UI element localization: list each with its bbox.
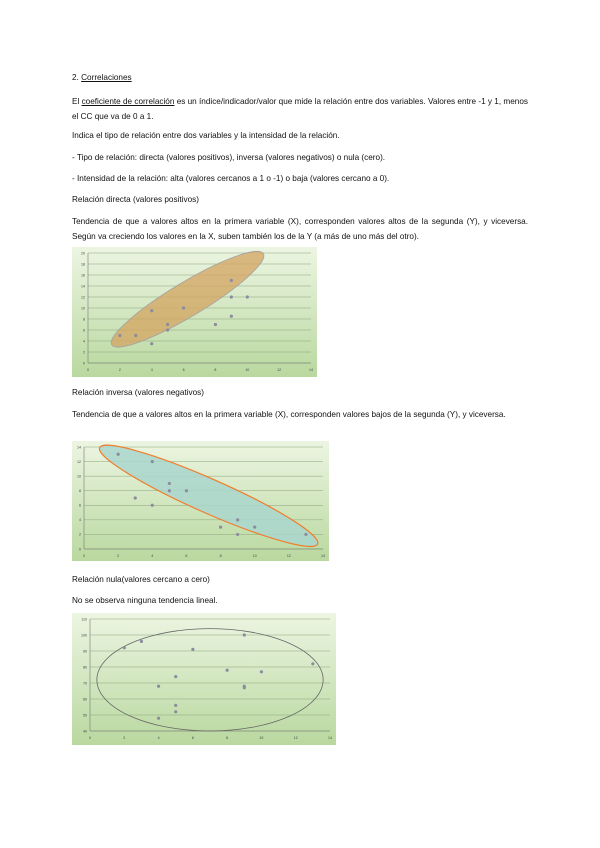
direct-chart (72, 247, 317, 377)
data-point (219, 526, 222, 529)
data-point (311, 662, 314, 665)
y-tick-label: 40 (83, 729, 87, 734)
intro-prefix: El (72, 97, 82, 106)
y-tick-label: 0 (83, 361, 85, 366)
data-point (140, 640, 143, 643)
bullet-type: - Tipo de relación: directa (valores positivos), inversa (valores negativos) o nula (cero). (72, 153, 386, 162)
data-point (150, 309, 153, 312)
data-point (174, 704, 177, 707)
data-point (230, 279, 233, 282)
section-number: 2. (72, 73, 79, 82)
null-chart (72, 613, 336, 745)
x-tick-label: 6 (182, 368, 185, 372)
x-tick-label: 10 (252, 554, 257, 558)
data-point (134, 334, 137, 337)
data-point (134, 496, 137, 499)
data-point (230, 295, 233, 298)
y-tick-label: 2 (79, 532, 81, 537)
data-point (260, 670, 263, 673)
x-tick-label: 10 (245, 368, 250, 372)
data-point (191, 648, 194, 651)
data-point (168, 489, 171, 492)
x-tick-label: 2 (123, 736, 126, 740)
x-tick-label: 0 (83, 554, 85, 558)
data-point (157, 717, 160, 720)
direct-body: Tendencia de que a valores altos en la primera variable (X), corresponden valores altos de la segunda (Y), y viceversa. Según va creciendo los valores en la X, suben también los de la Y (a más de uno más del otro). (72, 217, 528, 241)
x-tick-label: 8 (214, 368, 217, 372)
x-tick-label: 14 (321, 554, 325, 558)
y-tick-label: 18 (81, 262, 85, 267)
data-point (226, 669, 229, 672)
data-point (151, 504, 154, 507)
intro-term: coeficiente de correlación (81, 97, 175, 106)
x-tick-label: 4 (157, 736, 160, 740)
data-point (214, 323, 217, 326)
data-point (230, 315, 233, 318)
y-tick-label: 90 (83, 649, 87, 654)
data-point (166, 323, 169, 326)
indicates-paragraph: Indica el tipo de relación entre dos variables y la intensidad de la relación. (72, 131, 340, 140)
section-title: Correlaciones (81, 73, 132, 82)
y-tick-label: 10 (81, 306, 85, 311)
data-point (118, 334, 121, 337)
data-point (236, 518, 239, 521)
x-tick-label: 6 (191, 736, 194, 740)
data-point (151, 460, 154, 463)
y-tick-label: 8 (83, 317, 85, 322)
x-tick-label: 0 (89, 736, 91, 740)
y-tick-label: 80 (83, 665, 87, 670)
x-tick-label: 8 (226, 736, 229, 740)
intro-paragraph (72, 94, 528, 124)
null-body: No se observa ninguna tendencia lineal. (72, 596, 218, 605)
x-tick-label: 12 (286, 554, 291, 558)
x-tick-label: 12 (277, 368, 282, 372)
x-tick-label: 4 (150, 368, 153, 372)
x-tick-label: 10 (259, 736, 264, 740)
y-tick-label: 8 (79, 489, 81, 494)
y-tick-label: 60 (83, 697, 87, 702)
y-tick-label: 16 (81, 273, 85, 278)
data-point (243, 686, 246, 689)
y-tick-label: 4 (83, 339, 85, 344)
y-tick-label: 12 (81, 295, 85, 300)
x-tick-label: 8 (219, 554, 222, 558)
x-tick-label: 2 (118, 368, 121, 372)
data-point (304, 533, 307, 536)
y-tick-label: 14 (81, 284, 85, 289)
data-point (166, 328, 169, 331)
data-point (236, 533, 239, 536)
y-tick-label: 20 (81, 251, 85, 256)
x-tick-label: 14 (309, 368, 313, 372)
y-tick-label: 10 (77, 474, 81, 479)
inverse-body: Tendencia de que a valores altos en la primera variable (X), corresponden valores bajos de la segunda (Y), y viceversa. (72, 410, 506, 419)
null-heading: Relación nula(valores cercano a cero) (72, 575, 210, 584)
y-tick-label: 14 (77, 445, 81, 450)
y-tick-label: 50 (83, 713, 87, 718)
data-point (182, 306, 185, 309)
x-tick-label: 14 (328, 736, 332, 740)
data-point (243, 633, 246, 636)
y-tick-label: 6 (79, 503, 81, 508)
data-point (246, 295, 249, 298)
intro-rest: es un índice/indicador/valor que mide la relación entre dos variables. Valores entre -1 y 1, menos el CC que va de 0 a 1. (72, 97, 528, 121)
y-tick-label: 100 (81, 633, 87, 638)
x-tick-label: 0 (87, 368, 89, 372)
bullet-intensity: - Intensidad de la relación: alta (valores cercanos a 1 o -1) o baja (valores cercano a 0). (72, 174, 390, 183)
data-point (174, 710, 177, 713)
data-point (174, 675, 177, 678)
data-point (185, 489, 188, 492)
section-heading (72, 70, 528, 85)
data-point (168, 482, 171, 485)
x-tick-label: 2 (117, 554, 120, 558)
data-point (117, 453, 120, 456)
inverse-heading: Relación inversa (valores negativos) (72, 388, 204, 397)
data-point (123, 646, 126, 649)
direct-heading: Relación directa (valores positivos) (72, 195, 199, 204)
y-tick-label: 4 (79, 518, 81, 523)
x-tick-label: 12 (293, 736, 298, 740)
x-tick-label: 4 (151, 554, 154, 558)
y-tick-label: 12 (77, 459, 81, 464)
chart-background (72, 613, 336, 745)
y-tick-label: 70 (83, 681, 87, 686)
y-tick-label: 6 (83, 328, 85, 333)
data-point (253, 526, 256, 529)
y-tick-label: 0 (79, 547, 81, 552)
x-tick-label: 6 (185, 554, 188, 558)
data-point (150, 342, 153, 345)
y-tick-label: 2 (83, 350, 85, 355)
inverse-chart (72, 441, 329, 561)
data-point (157, 685, 160, 688)
y-tick-label: 110 (81, 617, 87, 622)
